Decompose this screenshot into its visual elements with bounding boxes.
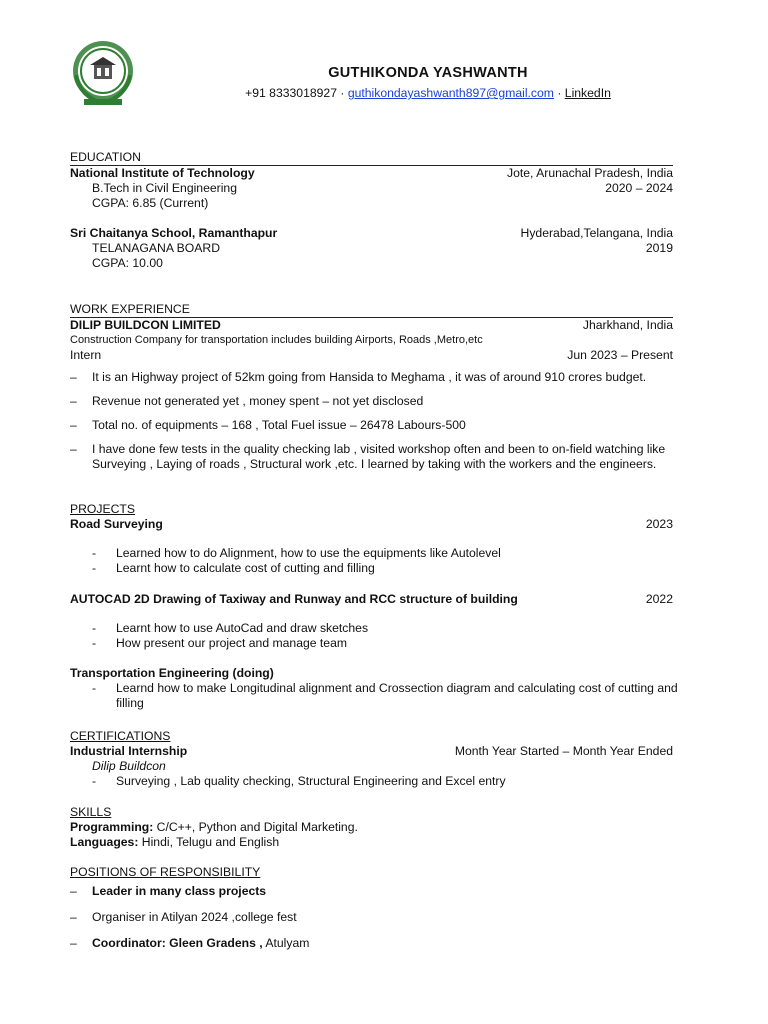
section-title: POSITIONS OF RESPONSIBILITY <box>70 865 261 879</box>
education-section <box>70 150 673 271</box>
contact-line <box>0 86 768 101</box>
hyphen-bullet: - <box>92 681 97 695</box>
project-name: AUTOCAD 2D Drawing of Taxiway and Runway and RCC structure of building <box>70 592 518 606</box>
role: Intern <box>70 348 102 362</box>
bullet-text: Revenue not generated yet , money spent – not yet disclosed <box>92 394 424 408</box>
school-location: Hyderabad,Telangana, India <box>520 226 673 240</box>
company-location: Jharkhand, India <box>582 318 673 332</box>
list-item <box>70 681 696 711</box>
bullet-text: Learnd how to make Longitudinal alignment and Crossection diagram and calculating cost of cutting and filling <box>116 681 678 710</box>
section-title: CERTIFICATIONS <box>70 729 171 743</box>
work-section <box>70 302 673 481</box>
section-title: WORK EXPERIENCE <box>70 302 673 318</box>
list-item <box>70 561 696 576</box>
degree: TELANAGANA BOARD <box>92 241 221 255</box>
hyphen-bullet: - <box>92 774 97 788</box>
dash-bullet: – <box>70 418 77 432</box>
list-item <box>70 884 712 899</box>
project-year: 2022 <box>645 592 673 606</box>
dates: Jun 2023 – Present <box>567 348 673 362</box>
skill-label: Languages: <box>70 835 139 849</box>
company-name: DILIP BUILDCON LIMITED <box>70 318 221 332</box>
list-item <box>70 442 712 472</box>
degree: B.Tech in Civil Engineering <box>92 181 237 195</box>
list-item <box>70 370 712 385</box>
dash-bullet: – <box>70 370 77 384</box>
bullet-text: Learnt how to calculate cost of cutting and filling <box>116 561 375 575</box>
skill-value: Hindi, Telugu and English <box>138 835 280 849</box>
project-name: Transportation Engineering (doing) <box>70 666 274 680</box>
section-title: SKILLS <box>70 805 112 819</box>
school-name: National Institute of Technology <box>70 166 255 180</box>
positions-section <box>70 865 673 960</box>
separator: · <box>340 86 345 100</box>
certifications-section <box>70 729 673 789</box>
projects-section <box>70 502 678 711</box>
section-title: EDUCATION <box>70 150 673 166</box>
list-item <box>70 418 712 433</box>
hyphen-bullet: - <box>92 636 97 650</box>
skills-section <box>70 805 673 850</box>
score: CGPA: 6.85 (Current) <box>92 196 209 210</box>
skill-label: Programming: <box>70 820 154 834</box>
linkedin-link[interactable]: LinkedIn <box>564 86 611 100</box>
project-year: 2023 <box>645 517 673 531</box>
list-item <box>70 621 696 636</box>
list-item <box>70 546 696 561</box>
skill-value: C/C++, Python and Digital Marketing. <box>153 820 358 834</box>
certification-dates: Month Year Started – Month Year Ended <box>454 744 673 758</box>
section-title: PROJECTS <box>70 502 136 516</box>
years: 2020 – 2024 <box>605 181 673 195</box>
bullet-text: How present our project and manage team <box>116 636 348 650</box>
hyphen-bullet: - <box>92 561 97 575</box>
list-item <box>70 774 696 789</box>
bullet-text: Organiser in Atilyan 2024 ,college fest <box>92 910 297 924</box>
email-link[interactable]: guthikondayashwanth897@gmail.com <box>347 86 554 100</box>
bullet-text: Atulyam <box>262 936 310 950</box>
separator: · <box>557 86 562 100</box>
bullet-text: Learnt how to use AutoCad and draw sketches <box>116 621 369 635</box>
certification-name: Industrial Internship <box>70 744 188 758</box>
list-item <box>70 636 696 651</box>
bullet-text: Learned how to do Alignment, how to use the equipments like Autolevel <box>116 546 501 560</box>
school-name: Sri Chaitanya School, Ramanthapur <box>70 226 278 240</box>
dash-bullet: – <box>70 936 77 950</box>
hyphen-bullet: - <box>92 546 97 560</box>
list-item <box>70 936 712 951</box>
list-item <box>70 910 712 925</box>
years: 2019 <box>645 241 673 255</box>
bullet-text: Total no. of equipments – 168 , Total Fuel issue – 26478 Labours-500 <box>92 418 466 432</box>
bullet-text: Leader in many class projects <box>92 884 267 898</box>
dash-bullet: – <box>70 442 77 456</box>
bullet-text: It is an Highway project of 52km going from Hansida to Meghama , it was of around 910 crores budget. <box>92 370 647 384</box>
score: CGPA: 10.00 <box>92 256 163 270</box>
candidate-name: GUTHIKONDA YASHWANTH <box>328 65 528 81</box>
hyphen-bullet: - <box>92 621 97 635</box>
project-name: Road Surveying <box>70 517 163 531</box>
bullet-text: I have done few tests in the quality checking lab , visited workshop often and been to on-field watching like Surveying , Laying of roads , Structural work ,etc. I learned by taking with the workers and the engineers. <box>92 442 666 471</box>
dash-bullet: – <box>70 884 77 898</box>
company-description: Construction Company for transportation includes building Airports, Roads ,Metro,etc <box>70 334 483 346</box>
list-item <box>70 394 712 409</box>
bullet-text: Surveying , Lab quality checking, Structural Engineering and Excel entry <box>116 774 506 788</box>
dash-bullet: – <box>70 394 77 408</box>
dash-bullet: – <box>70 910 77 924</box>
bullet-text-bold: Coordinator: Gleen Gradens , <box>92 936 263 950</box>
certification-org: Dilip Buildcon <box>92 759 166 773</box>
phone-number: +91 8333018927 <box>245 86 337 100</box>
school-location: Jote, Arunachal Pradesh, India <box>507 166 673 180</box>
